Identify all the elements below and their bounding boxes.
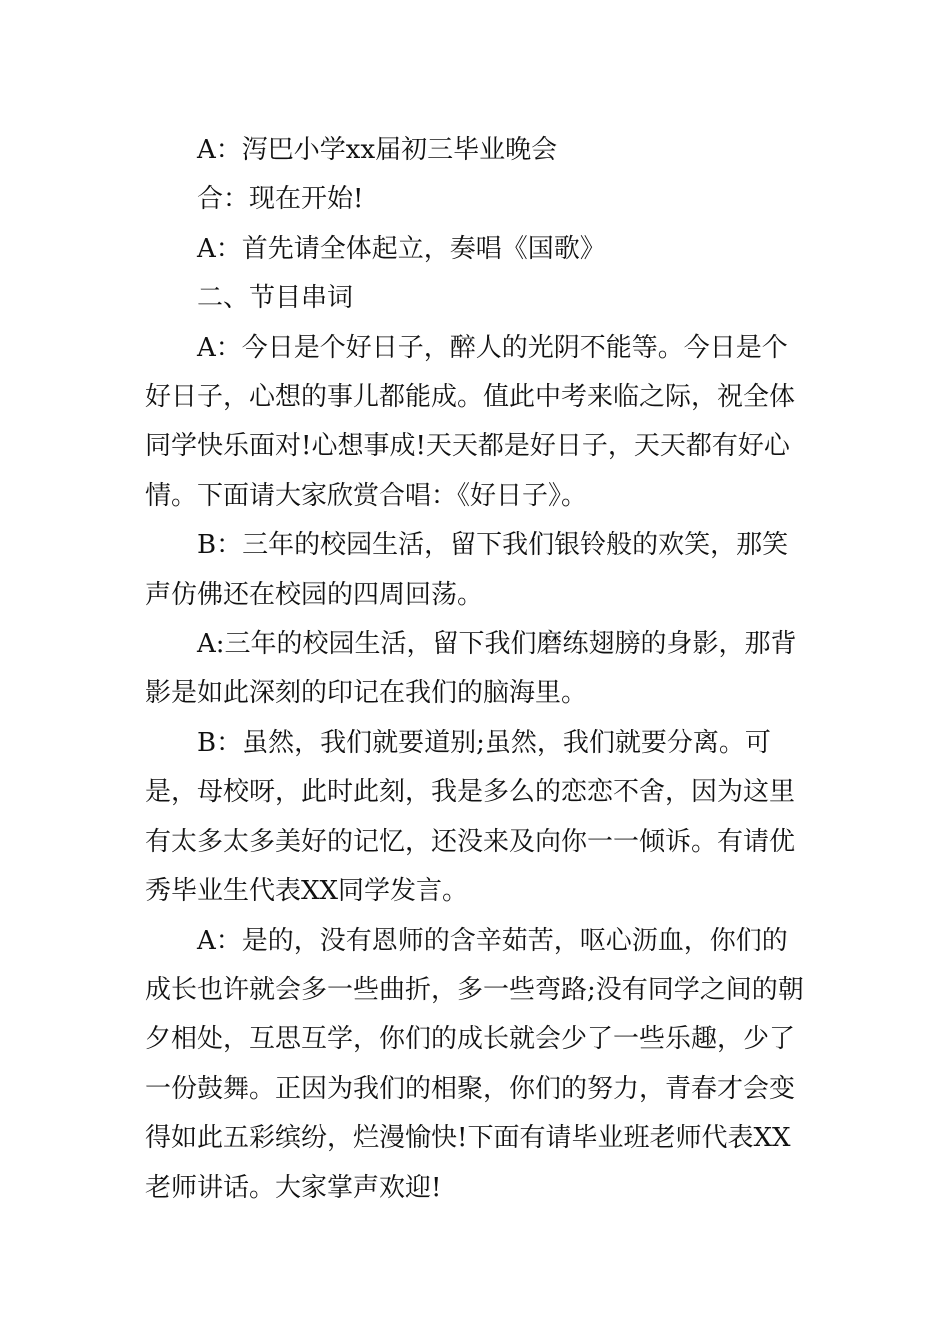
- line-program-title: A：泻巴小学xx届初三毕业晚会: [197, 135, 558, 165]
- paragraph-teachers: A：是的，没有恩师的含辛茹苦，呕心沥血，你们的成长也许就会多一些曲折，多一些弯路;没有同学之间的朝夕相处，互思互学，你们的成长就会少了一些乐趣，少了一份鼓舞。正因为我们的相聚，你们的努力，青春才会变得如此五彩缤纷，烂漫愉快!下面有请毕业班老师代表XX老师讲话。大家掌声欢迎!: [145, 925, 804, 1203]
- paragraph-wings: A:三年的校园生活，留下我们磨练翅膀的身影，那背影是如此深刻的印记在我们的脑海里。: [145, 629, 797, 709]
- line-begin: 合：现在开始!: [197, 184, 364, 215]
- paragraph-laughter: B：三年的校园生活，留下我们银铃般的欢笑，那笑声仿佛还在校园的四周回荡。: [145, 530, 789, 610]
- paragraph-good-day: A：今日是个好日子，醉人的光阴不能等。今日是个好日子，心想的事儿都能成。值此中考来临之际，祝全体同学快乐面对!心想事成!天天都是好日子，天天都有好心情。下面请大家欣赏合唱：《好日子》。: [145, 332, 796, 511]
- document-body: [145, 126, 810, 1213]
- paragraph-farewell: B：虽然，我们就要道别;虽然，我们就要分离。可是，母校呀，此时此刻，我是多么的恋恋不舍，因为这里有太多太多美好的记忆，还没来及向你一一倾诉。有请优秀毕业生代表XX同学发言。: [145, 727, 796, 907]
- line-national-anthem: A：首先请全体起立，奏唱《国歌》: [197, 233, 606, 264]
- section-heading: 二、节目串词: [197, 283, 354, 314]
